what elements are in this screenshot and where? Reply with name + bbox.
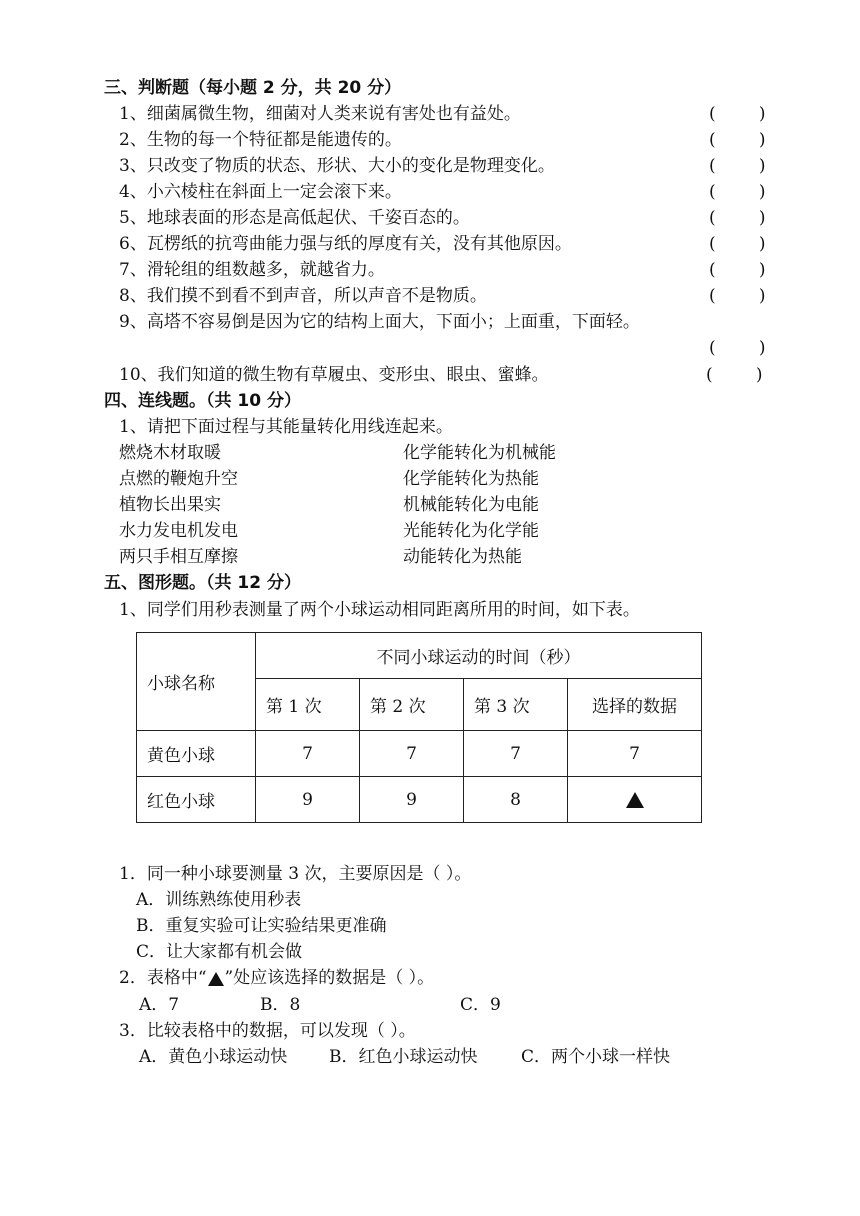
answer-blank-7[interactable]: ( ) (709, 260, 766, 280)
question-3-stem: 3．比较表格中的数据，可以发现（ ）。 (119, 1021, 416, 1041)
time-cell: 8 (464, 777, 568, 823)
energy-item-4[interactable]: 光能转化为化学能 (403, 521, 539, 541)
question-1-stem: 1．同一种小球要测量 3 次，主要原因是（ ）。 (119, 864, 472, 884)
q3-option-a[interactable]: A．黄色小球运动快 (139, 1047, 288, 1067)
answer-blank-4[interactable]: ( ) (709, 182, 766, 202)
q2-stem-prefix: 2．表格中“ (119, 968, 207, 988)
matching-instruction: 1、请把下面过程与其能量转化用线连起来。 (119, 417, 453, 437)
timing-table (136, 632, 702, 823)
q2-option-c[interactable]: C．9 (460, 995, 501, 1015)
section-5-heading: 五、图形题。（共 12 分） (104, 573, 301, 593)
q2-option-b[interactable]: B．8 (260, 995, 301, 1015)
process-item-5[interactable]: 两只手相互摩擦 (119, 547, 238, 567)
section-3-heading: 三、判断题（每小题 2 分，共 20 分） (104, 78, 402, 98)
judgment-item-3: 3、只改变了物质的状态、形状、大小的变化是物理变化。 (119, 156, 555, 176)
process-item-1[interactable]: 燃烧木材取暖 (119, 443, 221, 463)
energy-item-5[interactable]: 动能转化为热能 (403, 547, 522, 567)
time-cell: 7 (256, 731, 360, 777)
energy-item-3[interactable]: 机械能转化为电能 (403, 495, 539, 515)
answer-blank-2[interactable]: ( ) (709, 130, 766, 150)
time-cell: 9 (256, 777, 360, 823)
ball-name-cell: 红色小球 (137, 777, 256, 823)
selected-data-cell: 7 (568, 731, 702, 777)
answer-blank-10[interactable]: ( ) (706, 365, 763, 385)
table-instruction: 1、同学们用秒表测量了两个小球运动相同距离所用的时间，如下表。 (119, 600, 640, 620)
ball-name-cell: 黄色小球 (137, 731, 256, 777)
energy-item-1[interactable]: 化学能转化为机械能 (403, 443, 556, 463)
time-cell: 9 (360, 777, 464, 823)
judgment-item-6: 6、瓦楞纸的抗弯曲能力强与纸的厚度有关，没有其他原因。 (119, 234, 572, 254)
judgment-item-9: 9、高塔不容易倒是因为它的结构上面大，下面小；上面重，下面轻。 (119, 312, 640, 332)
table-row-yellow (137, 731, 702, 777)
triangle-icon (208, 972, 224, 986)
answer-blank-5[interactable]: ( ) (709, 208, 766, 228)
column-header-3: 第 3 次 (464, 679, 568, 731)
question-2-stem (119, 967, 434, 989)
judgment-item-8: 8、我们摸不到看不到声音，所以声音不是物质。 (119, 286, 487, 306)
judgment-item-2: 2、生物的每一个特征都是能遗传的。 (119, 130, 402, 150)
answer-blank-8[interactable]: ( ) (709, 286, 766, 306)
q1-option-b[interactable]: B．重复实验可让实验结果更准确 (136, 916, 387, 936)
process-item-3[interactable]: 植物长出果实 (119, 495, 221, 515)
q1-option-a[interactable]: A．训练熟练使用秒表 (136, 890, 302, 910)
column-header-1: 第 1 次 (256, 679, 360, 731)
column-header-4: 选择的数据 (568, 679, 702, 731)
section-4-heading: 四、连线题。（共 10 分） (104, 391, 301, 411)
judgment-item-7: 7、滑轮组的组数越多，就越省力。 (119, 260, 385, 280)
judgment-item-4: 4、小六棱柱在斜面上一定会滚下来。 (119, 182, 402, 202)
triangle-marker-icon (626, 792, 644, 808)
q1-option-c[interactable]: C．让大家都有机会做 (136, 942, 303, 962)
time-cell: 7 (360, 731, 464, 777)
judgment-item-5: 5、地球表面的形态是高低起伏、千姿百态的。 (119, 208, 470, 228)
answer-blank-1[interactable]: ( ) (709, 104, 766, 124)
process-item-2[interactable]: 点燃的鞭炮升空 (119, 469, 238, 489)
judgment-item-10: 10、我们知道的微生物有草履虫、变形虫、眼虫、蜜蜂。 (119, 365, 549, 385)
q3-option-b[interactable]: B．红色小球运动快 (329, 1047, 478, 1067)
row-header-cell: 小球名称 (137, 633, 256, 731)
q3-option-c[interactable]: C．两个小球一样快 (521, 1047, 671, 1067)
selected-data-cell (568, 777, 702, 823)
answer-blank-3[interactable]: ( ) (709, 156, 766, 176)
energy-item-2[interactable]: 化学能转化为热能 (403, 469, 539, 489)
column-header-2: 第 2 次 (360, 679, 464, 731)
judgment-item-1: 1、细菌属微生物，细菌对人类来说有害处也有益处。 (119, 104, 521, 124)
table-row-red (137, 777, 702, 823)
answer-blank-6[interactable]: ( ) (709, 234, 766, 254)
q2-option-a[interactable]: A．7 (139, 995, 180, 1015)
answer-blank-9[interactable]: ( ) (709, 338, 766, 358)
process-item-4[interactable]: 水力发电机发电 (119, 521, 238, 541)
q2-stem-suffix: ”处应该选择的数据是（ ）。 (224, 968, 435, 988)
time-cell: 7 (464, 731, 568, 777)
group-header-cell: 不同小球运动的时间（秒） (256, 633, 702, 679)
